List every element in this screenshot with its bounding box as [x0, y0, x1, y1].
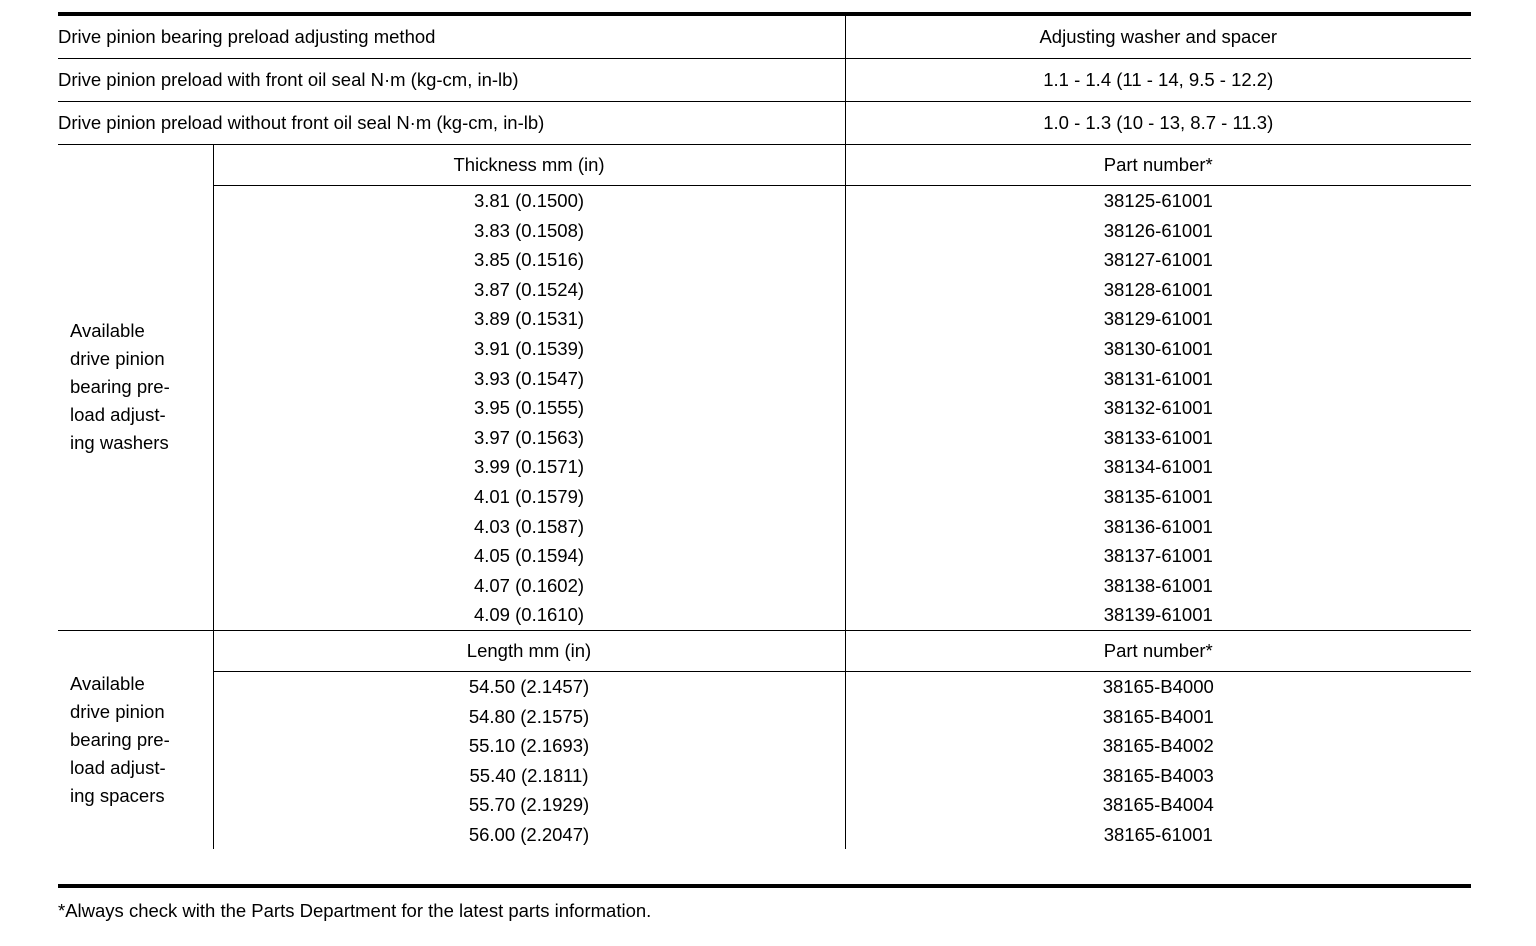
washers-thickness-list	[213, 186, 845, 631]
preload-with-seal-label: Drive pinion preload with front oil seal N·m (kg-cm, in-lb)	[58, 59, 845, 102]
adjusting-method-value: Adjusting washer and spacer	[845, 14, 1471, 59]
washer-thickness-value: 4.07 (0.1602)	[473, 574, 585, 596]
spacers-part-header: Part number*	[845, 630, 1471, 671]
table-row	[58, 145, 1471, 186]
washer-part-number: 38126-61001	[1103, 219, 1213, 241]
spacer-length-value: 55.10 (2.1693)	[468, 735, 590, 757]
spacer-part-number: 38165-B4000	[1102, 675, 1214, 697]
spacers-row-label	[58, 630, 213, 849]
washers-row-label	[58, 145, 213, 631]
washer-thickness-value: 3.95 (0.1555)	[473, 397, 585, 419]
washer-part-number: 38138-61001	[1103, 574, 1213, 596]
table-row	[58, 186, 1471, 631]
washer-part-number: 38128-61001	[1103, 278, 1213, 300]
spacer-length-value: 55.70 (2.1929)	[468, 794, 590, 816]
washer-thickness-value: 3.93 (0.1547)	[473, 367, 585, 389]
washer-thickness-value: 4.05 (0.1594)	[473, 545, 585, 567]
footnote: *Always check with the Parts Department for the latest parts information.	[58, 900, 652, 921]
spacer-length-value: 54.80 (2.1575)	[468, 705, 590, 727]
washer-part-number: 38129-61001	[1103, 308, 1213, 330]
washer-part-number: 38133-61001	[1103, 426, 1213, 448]
washers-row-label-text: Available drive pinion bearing pre- load adjust- ing washers	[70, 320, 170, 454]
washer-part-number: 38125-61001	[1103, 190, 1213, 211]
table-row	[58, 102, 1471, 145]
preload-without-seal-label: Drive pinion preload without front oil seal N·m (kg-cm, in-lb)	[58, 102, 845, 145]
washer-part-number: 38135-61001	[1103, 485, 1213, 507]
washer-thickness-value: 3.99 (0.1571)	[473, 456, 585, 478]
spacer-part-number: 38165-B4001	[1102, 705, 1214, 727]
washer-thickness-value: 3.81 (0.1500)	[473, 190, 585, 211]
adjusting-method-label: Drive pinion bearing preload adjusting method	[58, 14, 845, 59]
washer-part-number: 38134-61001	[1103, 456, 1213, 478]
washer-part-number: 38127-61001	[1103, 249, 1213, 271]
specifications-table	[58, 12, 1471, 849]
washer-part-number: 38136-61001	[1103, 515, 1213, 537]
washers-part-header: Part number*	[845, 145, 1471, 186]
washer-thickness-value: 3.89 (0.1531)	[473, 308, 585, 330]
table-row	[58, 630, 1471, 671]
washer-thickness-value: 3.87 (0.1524)	[473, 278, 585, 300]
table-bottom-rule	[58, 884, 1471, 888]
washer-thickness-value: 4.09 (0.1610)	[473, 604, 585, 626]
washer-thickness-value: 3.97 (0.1563)	[473, 426, 585, 448]
washers-thickness-header: Thickness mm (in)	[213, 145, 845, 186]
washer-thickness-value: 3.85 (0.1516)	[473, 249, 585, 271]
washer-part-number: 38131-61001	[1103, 367, 1213, 389]
spacers-length-header: Length mm (in)	[213, 630, 845, 671]
table-row	[58, 671, 1471, 849]
washer-part-number: 38137-61001	[1103, 545, 1213, 567]
spacers-part-list	[845, 671, 1471, 849]
washer-part-number: 38139-61001	[1103, 604, 1213, 626]
washers-part-list	[845, 186, 1471, 631]
spacers-length-list	[213, 671, 845, 849]
washer-thickness-value: 4.03 (0.1587)	[473, 515, 585, 537]
spacers-row-label-text: Available drive pinion bearing pre- load adjust- ing spacers	[70, 673, 170, 807]
table-row	[58, 14, 1471, 59]
table-row	[58, 59, 1471, 102]
preload-with-seal-value: 1.1 - 1.4 (11 - 14, 9.5 - 12.2)	[845, 59, 1471, 102]
washer-part-number: 38130-61001	[1103, 337, 1213, 359]
spacer-part-number: 38165-B4002	[1102, 735, 1214, 757]
spacer-part-number: 38165-B4004	[1102, 794, 1214, 816]
spacer-part-number: 38165-B4003	[1102, 764, 1214, 786]
spacer-length-value: 56.00 (2.2047)	[468, 823, 590, 845]
washer-thickness-value: 3.83 (0.1508)	[473, 219, 585, 241]
washer-thickness-value: 4.01 (0.1579)	[473, 485, 585, 507]
preload-without-seal-value: 1.0 - 1.3 (10 - 13, 8.7 - 11.3)	[845, 102, 1471, 145]
spacer-part-number: 38165-61001	[1103, 823, 1213, 845]
washer-part-number: 38132-61001	[1103, 397, 1213, 419]
spacer-length-value: 55.40 (2.1811)	[469, 764, 589, 786]
spacer-length-value: 54.50 (2.1457)	[468, 675, 590, 697]
washer-thickness-value: 3.91 (0.1539)	[473, 337, 585, 359]
